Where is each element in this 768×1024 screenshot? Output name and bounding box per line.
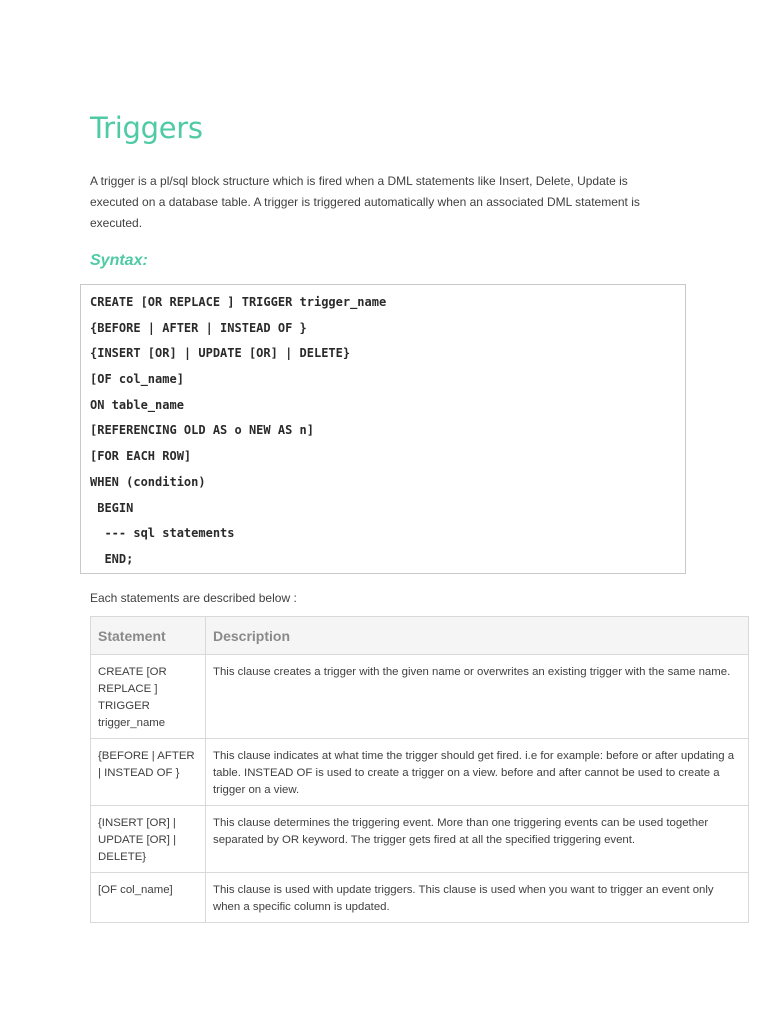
intro-paragraph: A trigger is a pl/sql block structure which is fired when a DML statements like Insert, Delete, Update is executed on a database table. A trigger is triggered automatically when an associated DML statement is executed. (90, 174, 640, 230)
table-row (91, 873, 749, 923)
code-line: END; (90, 551, 134, 566)
code-line: {BEFORE | AFTER | INSTEAD OF } (90, 320, 307, 335)
description-cell: This clause creates a trigger with the given name or overwrites an existing trigger with the same name. (206, 655, 749, 739)
table-row (91, 739, 749, 806)
syntax-code-block (80, 284, 686, 574)
table-row (91, 655, 749, 739)
statement-cell: [OF col_name] (91, 873, 206, 923)
code-line: BEGIN (90, 500, 134, 515)
statement-cell: CREATE [OR REPLACE ] TRIGGER trigger_name (91, 655, 206, 739)
description-cell: This clause is used with update triggers. This clause is used when you want to trigger an event only when a specific column is updated. (206, 873, 749, 923)
statement-cell: {BEFORE | AFTER | INSTEAD OF } (91, 739, 206, 806)
header-statement: Statement (91, 617, 206, 655)
code-line: [REFERENCING OLD AS o NEW AS n] (90, 423, 314, 438)
code-line: --- sql statements (90, 526, 235, 541)
table-header-row (91, 617, 749, 655)
table-caption: Each statements are described below : (90, 591, 297, 605)
code-line: {INSERT [OR] | UPDATE [OR] | DELETE} (90, 346, 351, 361)
code-line: ON table_name (90, 397, 184, 412)
code-line: [OF col_name] (90, 372, 184, 387)
code-line: CREATE [OR REPLACE ] TRIGGER trigger_name (90, 295, 387, 309)
statement-cell: {INSERT [OR] | UPDATE [OR] | DELETE} (91, 806, 206, 873)
statement-description-table (90, 616, 749, 923)
header-description: Description (206, 617, 749, 655)
syntax-heading: Syntax: (90, 252, 148, 269)
description-cell: This clause indicates at what time the trigger should get fired. i.e for example: before or after updating a table. INSTEAD OF is used to create a trigger on a view. before and after cannot be used to create a trigger on a view. (206, 739, 749, 806)
page-title: Triggers (90, 111, 203, 145)
table-row (91, 806, 749, 873)
code-line: [FOR EACH ROW] (90, 449, 192, 464)
code-line: WHEN (condition) (90, 474, 206, 489)
description-cell: This clause determines the triggering event. More than one triggering events can be used together separated by OR keyword. The trigger gets fired at all the specified triggering event. (206, 806, 749, 873)
